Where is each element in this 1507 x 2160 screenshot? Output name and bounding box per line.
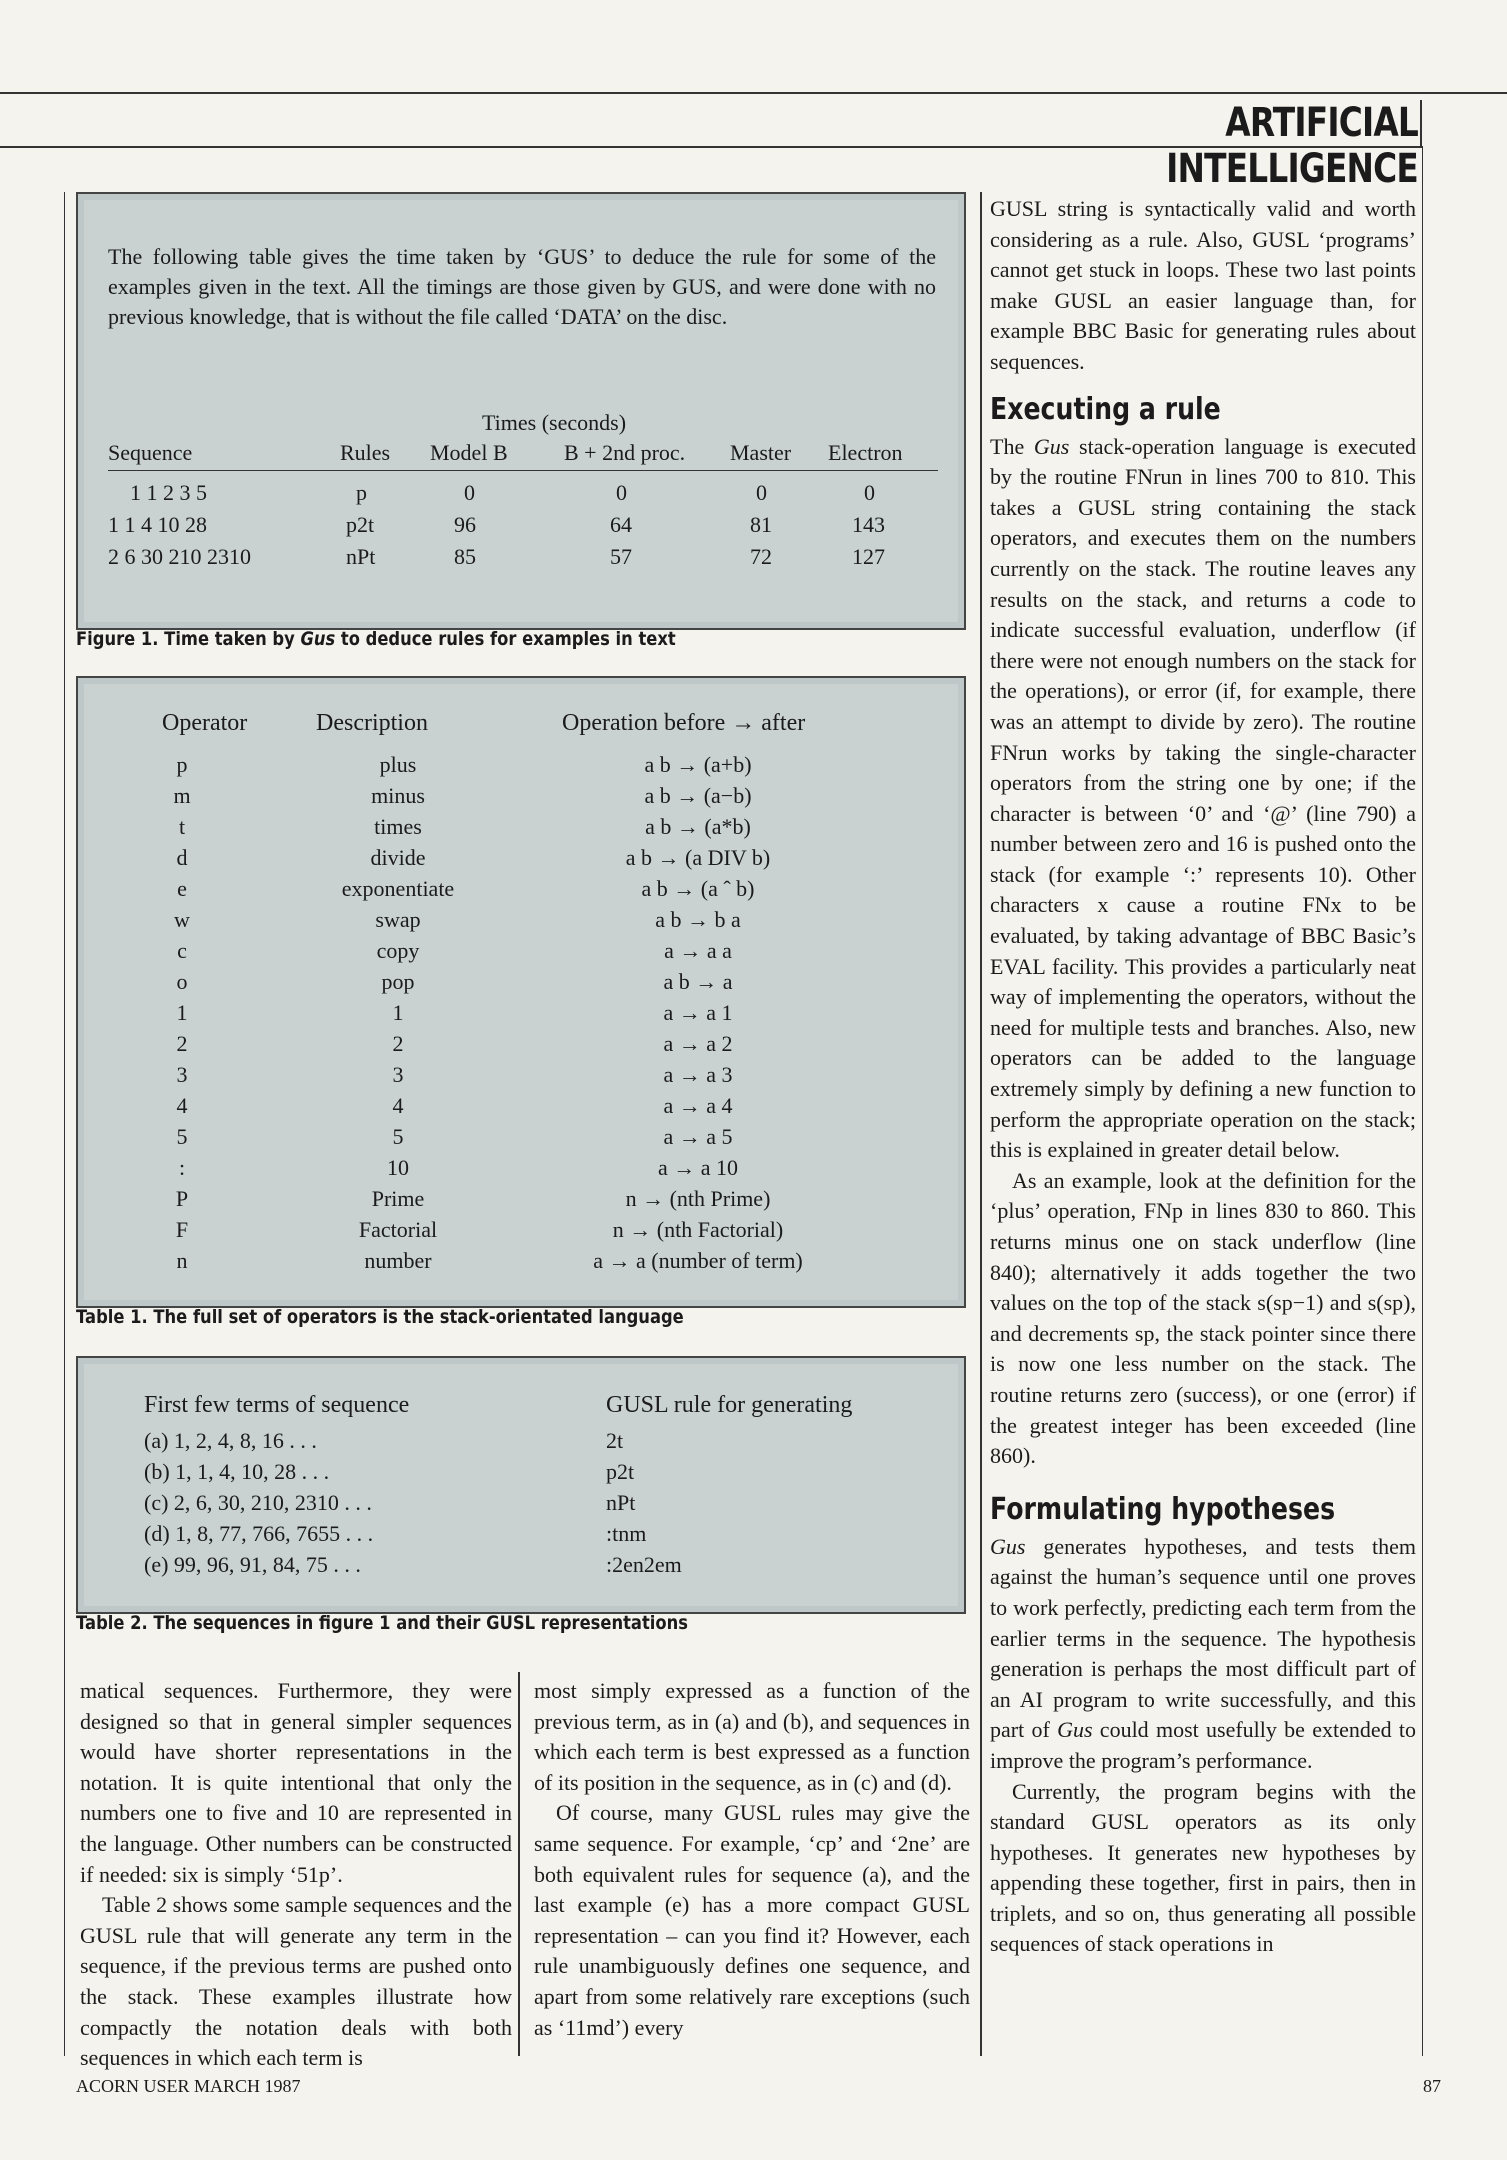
times-label: Times (seconds) xyxy=(482,410,627,435)
cell: p xyxy=(356,480,367,505)
cell: 5 xyxy=(176,1124,188,1149)
table-row xyxy=(78,1124,938,1155)
col-master: Master xyxy=(730,440,792,465)
figure1-caption-text-end: to deduce rules for examples in text xyxy=(335,628,676,650)
footer-issue: ACORN USER MARCH 1987 xyxy=(76,2076,301,2096)
body-column-1 xyxy=(80,1676,512,2074)
cell: 3 xyxy=(392,1062,404,1087)
paragraph: matical sequences. Furthermore, they were designed so that in general simpler sequences would have shorter representations in the notation. It is quite intentional that only the numbers one to five and 10 are represented in the language. Other numbers can be constructed if needed: six is simply ‘51p’. xyxy=(80,1678,512,1887)
paragraph xyxy=(990,432,1416,1166)
table-row xyxy=(78,814,938,845)
body-column-3 xyxy=(990,194,1416,1960)
col-gusl-rule: GUSL rule for generating xyxy=(606,1392,853,1418)
cell: 1 1 2 3 5 xyxy=(130,480,207,505)
paragraph: Of course, many GUSL rules may give the same sequence. For example, ‘cp’ and ‘2ne’ are both equivalent rules for sequence (a), and the last example (e) has a more compact GUSL representation – can you find it? However, each rule unambiguously defines one sequence, and apart from some relatively rare exceptions (such as ‘11md’) every xyxy=(534,1800,970,2040)
cell: 143 xyxy=(852,512,885,537)
cell: a b → (a+b) xyxy=(644,752,752,777)
cell: t xyxy=(178,814,186,839)
table2-header-row xyxy=(144,1392,944,1422)
cell: c xyxy=(177,938,187,963)
table-row xyxy=(78,752,938,783)
cell: a b → (a*b) xyxy=(645,814,751,839)
paragraph: most simply expressed as a function of the previous term, as in (a) and (b), and sequences in which each term is best expressed as a function of its position in the sequence, as in (c) and (d). xyxy=(534,1678,970,1795)
cell: a → a 2 xyxy=(663,1031,733,1056)
cell: a → a 1 xyxy=(663,1000,733,1025)
cell: Prime xyxy=(371,1186,425,1211)
table-row xyxy=(78,876,938,907)
cell: w xyxy=(174,907,190,932)
table-row xyxy=(78,1217,938,1248)
table1-header-row xyxy=(78,710,938,741)
cell: Factorial xyxy=(358,1217,438,1242)
cell: a b → a xyxy=(663,969,733,994)
cell: d xyxy=(176,845,188,870)
figure1-caption-em: Gus xyxy=(300,628,336,650)
text-em: Gus xyxy=(1057,1717,1093,1743)
cell: 1 xyxy=(176,1000,188,1025)
cell: P xyxy=(175,1186,189,1211)
cell: p2t xyxy=(346,512,375,537)
cell: copy xyxy=(376,938,420,963)
cell: n → (nth Factorial) xyxy=(612,1217,784,1242)
figure1-box xyxy=(76,192,966,630)
table-row xyxy=(78,969,938,1000)
subheading-formulating: Formulating hypotheses xyxy=(990,1491,1336,1527)
cell: F xyxy=(175,1217,189,1242)
text: The xyxy=(990,433,1034,459)
cell: a → a 4 xyxy=(663,1093,733,1118)
text-em: Gus xyxy=(1033,433,1070,459)
text-em: Gus xyxy=(990,1533,1026,1559)
table-row xyxy=(78,1155,938,1186)
cell: a → a a xyxy=(664,938,732,963)
column-divider-right xyxy=(980,192,982,2056)
cell: 3 xyxy=(176,1062,188,1087)
cell: 2 xyxy=(176,1031,188,1056)
table1-caption: Table 1. The full set of operators is the stack-orientated language xyxy=(76,1306,684,1328)
table-row xyxy=(78,938,938,969)
cell: (d) 1, 8, 77, 766, 7655 . . . xyxy=(144,1521,374,1546)
table-row xyxy=(78,1031,938,1062)
cell: 0 xyxy=(864,480,875,505)
figure1-intro: The following table gives the time taken by ‘GUS’ to deduce the rule for some of the examples given in the text. All the timings are those given by GUS, and were done with no previous knowledge, that is without the file called ‘DATA’ on the disc. xyxy=(108,244,936,329)
table-row xyxy=(144,1521,944,1551)
body-column-2 xyxy=(534,1676,970,2043)
cell: (a) 1, 2, 4, 8, 16 . . . xyxy=(144,1428,317,1453)
cell: (b) 1, 1, 4, 10, 28 . . . xyxy=(144,1459,330,1484)
cell: a → a (number of term) xyxy=(593,1248,803,1273)
table-row xyxy=(144,1490,944,1520)
cell: exponentiate xyxy=(341,876,455,901)
table2-caption: Table 2. The sequences in figure 1 and their GUSL representations xyxy=(76,1612,688,1634)
paragraph: As an example, look at the definition for the ‘plus’ operation, FNp in lines 830 to 860. This returns minus one on stack underflow (line 840); alternatively it adds together the two values on the top of the stack s(sp−1) and s(sp), and decrements sp, the stack pointer since there is now one less number on the stack. The routine returns zero (success), or one (error) if the greatest integer has been exceeded (line 860). xyxy=(990,1167,1416,1469)
table-row xyxy=(78,845,938,876)
col-operator: Operator xyxy=(162,710,248,736)
text: could most usefully be extended to improve the program’s performance. xyxy=(990,1717,1416,1773)
page-number: 87 xyxy=(1423,2076,1441,2096)
cell: a → a 3 xyxy=(663,1062,733,1087)
table-row xyxy=(78,1062,938,1093)
cell: 10 xyxy=(387,1155,409,1180)
cell: pop xyxy=(381,969,415,994)
table-row xyxy=(108,512,938,542)
cell: 0 xyxy=(756,480,767,505)
column-divider-far-right xyxy=(1422,146,1423,2056)
cell: 2 6 30 210 2310 xyxy=(108,544,251,569)
cell: 57 xyxy=(610,544,632,569)
table-row xyxy=(78,1248,938,1279)
column-divider-left xyxy=(518,1672,520,2056)
col-b-2nd-proc: B + 2nd proc. xyxy=(564,440,686,465)
cell: 64 xyxy=(610,512,632,537)
cell: 127 xyxy=(852,544,885,569)
cell: 96 xyxy=(454,512,476,537)
cell: a → a 5 xyxy=(663,1124,733,1149)
cell: (e) 99, 96, 91, 84, 75 . . . xyxy=(144,1552,361,1577)
table-row xyxy=(78,783,938,814)
cell: m xyxy=(173,783,191,808)
cell: :2en2em xyxy=(606,1552,682,1577)
table-row xyxy=(144,1428,944,1458)
cell: a b → (a−b) xyxy=(644,783,752,808)
table-row xyxy=(144,1552,944,1582)
cell: divide xyxy=(370,845,426,870)
col-model-b: Model B xyxy=(430,440,508,465)
cell: 4 xyxy=(392,1093,404,1118)
cell: 81 xyxy=(750,512,772,537)
header-vertical-rule xyxy=(1420,100,1422,148)
table-row xyxy=(78,1093,938,1124)
cell: (c) 2, 6, 30, 210, 2310 . . . xyxy=(144,1490,372,1515)
cell: minus xyxy=(371,783,425,808)
cell: :tnm xyxy=(606,1521,647,1546)
col-operation: Operation before → after xyxy=(562,710,806,736)
paragraph xyxy=(990,1532,1416,1777)
cell: number xyxy=(364,1248,432,1273)
table-row xyxy=(78,1000,938,1031)
section-heading: ARTIFICIAL INTELLIGENCE xyxy=(1166,100,1418,192)
top-rule xyxy=(0,92,1507,94)
cell: nPt xyxy=(346,544,376,569)
table-row xyxy=(144,1459,944,1489)
cell: p xyxy=(176,752,188,777)
paragraph: Table 2 shows some sample sequences and the GUSL rule that will generate any term in the sequence, if the previous terms are pushed onto the stack. These examples illustrate how compactly the notation deals with both sequences in which each term is xyxy=(80,1892,512,2071)
cell: 72 xyxy=(750,544,772,569)
margin-rule-left xyxy=(64,192,65,2056)
cell: plus xyxy=(379,752,417,777)
cell: 5 xyxy=(392,1124,404,1149)
col-description: Description xyxy=(316,710,428,736)
cell: e xyxy=(177,876,187,901)
cell: 2 xyxy=(392,1031,404,1056)
cell: n → (nth Prime) xyxy=(625,1186,771,1211)
cell: a b → (a DIV b) xyxy=(625,845,771,870)
cell: times xyxy=(374,814,422,839)
col-rules: Rules xyxy=(340,440,391,465)
figure1-caption-text: Figure 1. Time taken by xyxy=(76,628,301,650)
text: generates hypotheses, and tests them against the human’s sequence until one proves to work perfectly, predicting each term from the earlier terms in the sequence. The hypothesis generation is perhaps the most difficult part of an AI program to write successfully, and this part of xyxy=(990,1533,1416,1743)
cell: 1 1 4 10 28 xyxy=(108,512,207,537)
cell: 0 xyxy=(464,480,475,505)
cell: a → a 10 xyxy=(657,1155,739,1180)
paragraph: Currently, the program begins with the standard GUSL operators as its only hypotheses. It generates new hypotheses by appending these together, first in pairs, then in triplets, and so on, thus generating all possible sequences of stack operations in xyxy=(990,1778,1416,1957)
cell: swap xyxy=(375,907,421,932)
cell: n xyxy=(176,1248,188,1273)
table-row xyxy=(108,544,938,574)
table1-box xyxy=(76,676,966,1308)
cell: : xyxy=(178,1155,186,1180)
table-row xyxy=(108,480,938,510)
cell: nPt xyxy=(606,1490,636,1515)
cell: 0 xyxy=(616,480,627,505)
cell: a b → (a ˆ b) xyxy=(641,876,755,901)
col-electron: Electron xyxy=(828,440,903,465)
cell: 4 xyxy=(176,1093,188,1118)
table-row xyxy=(78,907,938,938)
col-first-terms: First few terms of sequence xyxy=(144,1392,410,1418)
table2-box xyxy=(76,1356,966,1614)
figure1-caption xyxy=(76,628,676,650)
cell: o xyxy=(176,969,188,994)
cell: p2t xyxy=(606,1459,635,1484)
cell: a b → b a xyxy=(655,907,741,932)
cell: 85 xyxy=(454,544,476,569)
cell: 2t xyxy=(606,1428,624,1453)
figure1-header-row xyxy=(108,440,938,471)
cell: 1 xyxy=(392,1000,404,1025)
text: stack-operation language is executed by the routine FNrun in lines 700 to 810. This takes a GUSL string containing the stack operators, and executes them on the numbers currently on the stack. The routine leaves any results on the stack, and returns a code to indicate successful evaluation, underflow (if there were not enough numbers on the stack for the operations), or error (if, for example, there was an attempt to divide by zero). The routine FNrun works by taking the single-character operators from the string one by one; if the character is between ‘0’ and ‘@’ (line 790) a number between zero and 16 is pushed onto the stack (for example ‘:’ represents 10). Other characters x cause a routine FNx to be evaluated, by taking advantage of BBC Basic’s EVAL facility. This provides a particularly neat way of implementing the operators, without the need for multiple tests and branches. Also, new operators can be added to the language extremely simply by defining a new function to perform the appropriate operation on the stack; this is explained in greater detail below. xyxy=(990,433,1416,1163)
paragraph: GUSL string is syntactically valid and worth considering as a rule. Also, GUSL ‘programs’ cannot get stuck in loops. These two last points make GUSL an easier language than, for example BBC Basic for generating rules about sequences. xyxy=(990,196,1416,374)
table-row xyxy=(78,1186,938,1217)
subheading-executing: Executing a rule xyxy=(990,391,1221,427)
col-sequence: Sequence xyxy=(108,440,193,465)
